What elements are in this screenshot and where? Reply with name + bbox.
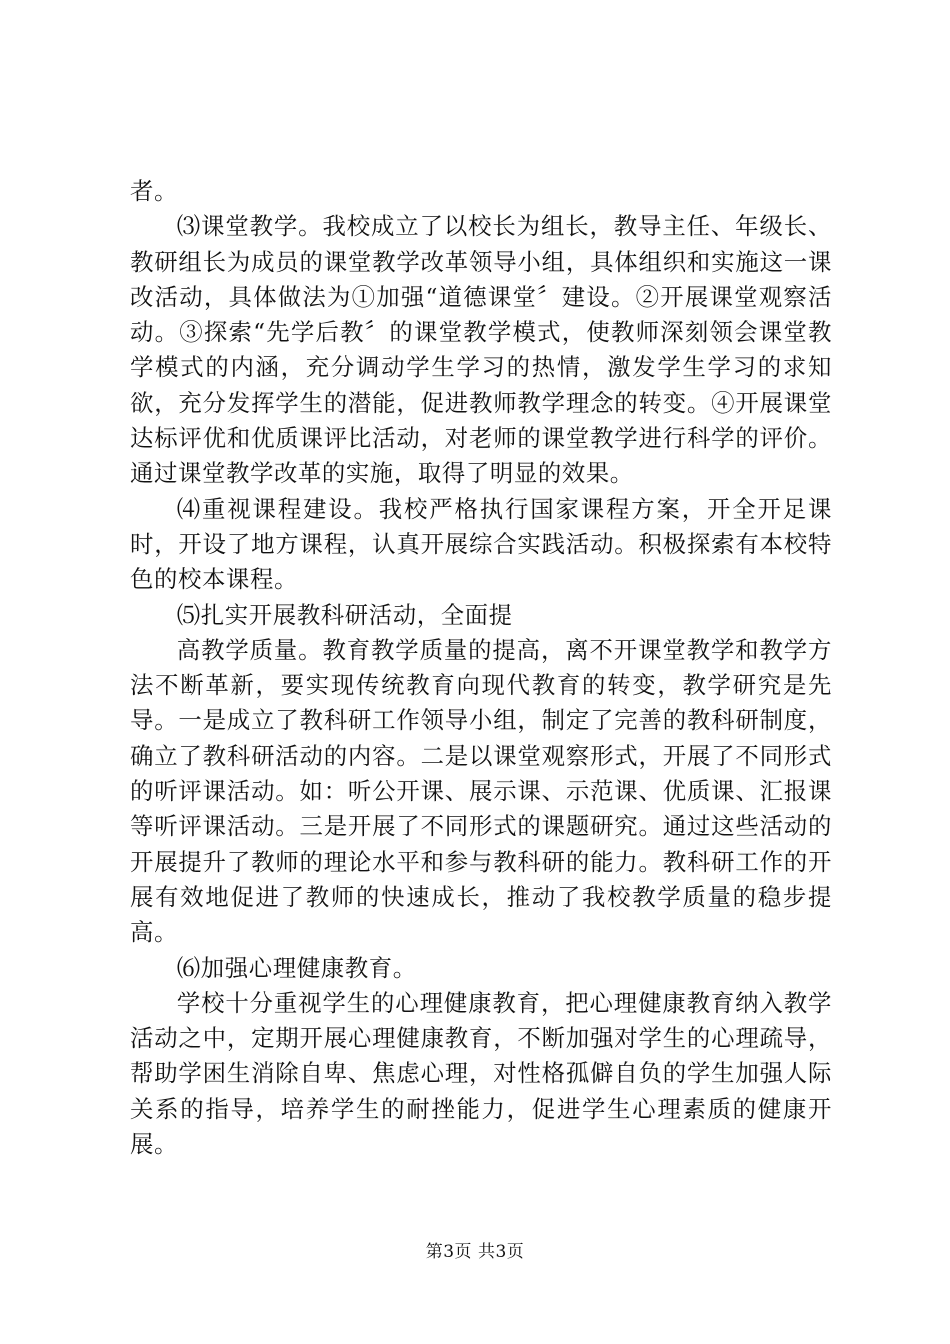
paragraph-research: 高教学质量。教育教学质量的提高，离不开课堂教学和教学方法不断革新，要实现传统教育向现代教育的转变，教学研究是先导。一是成立了教科研工作领导小组，制定了完善的教科研制度，确立了教科研活动的内容。二是以课堂观察形式，开展了不同形式的听评课活动。如：听公开课、展示课、示范课、优质课、汇报课等听评课活动。三是开展了不同形式的课题研究。通过这些活动的开展提升了教师的理论水平和参与教科研的能力。教科研工作的开展有效地促进了教师的快速成长，推动了我校教学质量的稳步提高。: [130, 635, 832, 947]
paragraph-mental-health-heading: ⑹加强心理健康教育。: [176, 953, 417, 982]
paragraph-curriculum: ⑷重视课程建设。我校严格执行国家课程方案，开全开足课时，开设了地方课程，认真开展综合实践活动。积极探索有本校特色的校本课程。: [130, 494, 832, 594]
page-number-footer: 第3页 共3页: [425, 1242, 525, 1262]
paragraph-continuation: 者。: [130, 177, 178, 205]
paragraph-research-heading: ⑸扎实开展教科研活动，全面提: [176, 600, 513, 629]
paragraph-classroom-teaching: ⑶课堂教学。我校成立了以校长为组长，教导主任、年级长、教研组长为成员的课堂教学改革领导小组，具体组织和实施这一课改活动，具体做法为①加强“道德课堂〞建设。②开展课堂观察活动。③探索“先学后教〞的课堂教学模式，使教师深刻领会课堂教学模式的内涵，充分调动学生学习的热情，激发学生学习的求知欲，充分发挥学生的潜能，促进教师教学理念的转变。④开展课堂达标评优和优质课评比活动，对老师的课堂教学进行科学的评价。通过课堂教学改革的实施，取得了明显的效果。: [130, 212, 832, 488]
document-body: [130, 174, 832, 1162]
paragraph-mental-health: 学校十分重视学生的心理健康教育，把心理健康教育纳入教学活动之中，定期开展心理健康教育，不断加强对学生的心理疏导，帮助学困生消除自卑、焦虑心理，对性格孤僻自负的学生加强人际关系的指导，培养学生的耐挫能力，促进学生心理素质的健康开展。: [130, 988, 832, 1159]
